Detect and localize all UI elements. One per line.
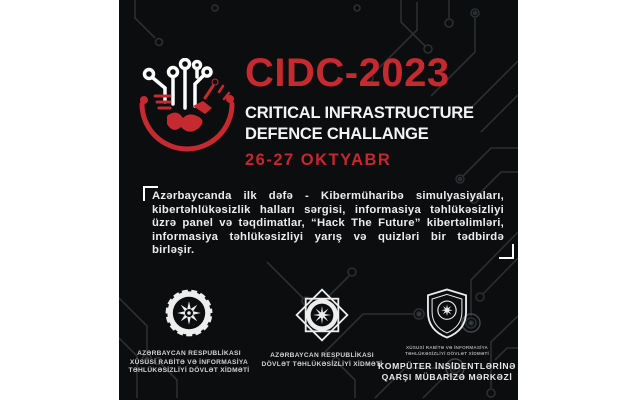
organizer-logos-row [119, 284, 518, 400]
event-subtitle-line1: CRITICAL INFRASTRUCTURE [245, 104, 474, 122]
quote-bracket-top-left-icon [143, 186, 158, 201]
logo1-caption [129, 350, 250, 376]
logo3-caption-line1: KOMPÜTER İNSİDENTLƏRİNƏ [378, 361, 516, 371]
event-title: CIDC-2023 [245, 51, 450, 95]
logo-special-communication-service [119, 286, 259, 376]
logo3-small-line2: TƏHLÜKƏSİZLİYİ DÖVLƏT XİDMƏTİ [405, 351, 489, 356]
event-description-block [152, 190, 504, 258]
logo3-caption [378, 361, 516, 383]
logo-state-security-service [252, 286, 392, 369]
logo2-caption [262, 352, 383, 369]
globe-circuit-logo [137, 58, 237, 154]
logo2-caption-line2: DÖVLƏT TƏHLÜKƏSİZLİYİ XİDMƏTİ [261, 360, 383, 368]
logo1-caption-line1: AZƏRBAYCAN RESPUBLİKASI [137, 350, 241, 357]
logo-computer-incident-response-center [377, 287, 517, 383]
logo3-small-caption [405, 345, 489, 357]
logo1-caption-line3: TƏHLÜKƏSİZLİYİ DÖVLƏT XİDMƏTİ [128, 367, 250, 375]
rosette-octagram-emblem-icon [162, 286, 216, 340]
logo3-caption-line2: QARŞI MÜBARİZƏ MƏRKƏZİ [381, 372, 513, 382]
shield-star-emblem-icon [422, 287, 472, 340]
event-poster [119, 0, 518, 400]
header-title-block [245, 52, 513, 170]
logo2-caption-line1: AZƏRBAYCAN RESPUBLİKASI [270, 352, 374, 359]
event-date: 26-27 OKTYABR [245, 151, 392, 169]
event-description: Azərbaycanda ilk dəfə - Kibermüharibə simulyasiyaları, kibertəhlükəsizlik halları sərgisi, informasiya təhlükəsizliyi üzrə panel və təqdimatlar, “Hack The Future” kibertəlimləri, informasiya təhlükəsizliyi yarış və quizləri bir tədbirdə birləşir. [152, 190, 504, 257]
logo1-caption-line2: XÜSUSİ RABİTƏ VƏ İNFORMASİYA [129, 358, 249, 366]
event-subtitle-line2: DEFENCE CHALLANGE [245, 124, 429, 143]
logo3-small-line1: XÜSUSİ RABİTƏ VƏ İNFORMASİYA [405, 345, 489, 350]
quote-bracket-bottom-right-icon [499, 244, 514, 259]
eight-point-star-sunburst-emblem-icon [293, 286, 351, 344]
